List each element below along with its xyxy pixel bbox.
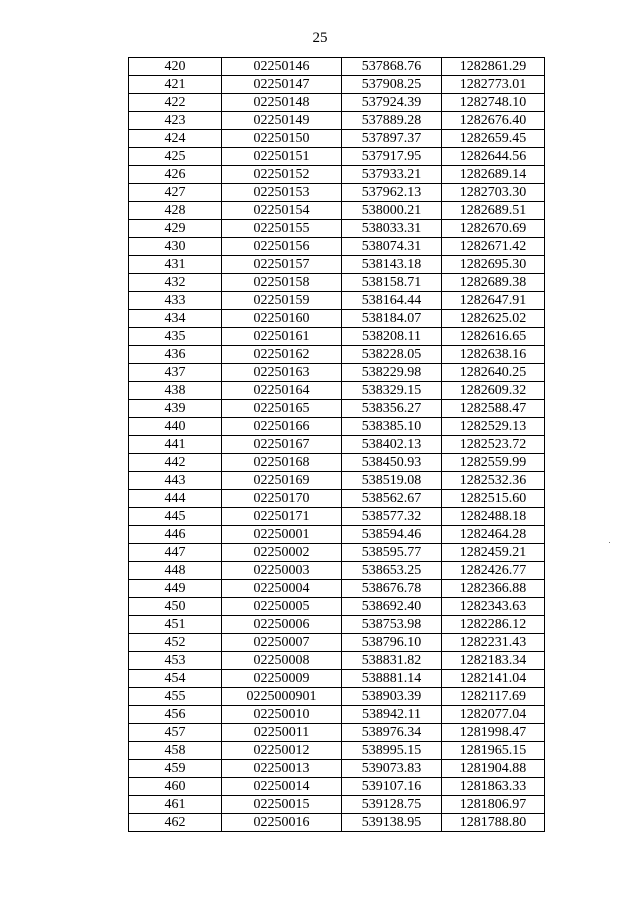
- y-coordinate-cell: 1282625.02: [442, 310, 545, 328]
- x-coordinate-cell: 538450.93: [342, 454, 442, 472]
- table-row: [129, 238, 545, 256]
- table-row: [129, 760, 545, 778]
- x-coordinate-cell: 538942.11: [342, 706, 442, 724]
- x-coordinate-cell: 538881.14: [342, 670, 442, 688]
- table-row: [129, 220, 545, 238]
- point-code-cell: 02250167: [222, 436, 342, 454]
- point-code-cell: 02250160: [222, 310, 342, 328]
- x-coordinate-cell: 538164.44: [342, 292, 442, 310]
- y-coordinate-cell: 1282529.13: [442, 418, 545, 436]
- y-coordinate-cell: 1282117.69: [442, 688, 545, 706]
- table-row: [129, 166, 545, 184]
- point-code-cell: 02250171: [222, 508, 342, 526]
- x-coordinate-cell: 539128.75: [342, 796, 442, 814]
- y-coordinate-cell: 1282559.99: [442, 454, 545, 472]
- x-coordinate-cell: 538143.18: [342, 256, 442, 274]
- x-coordinate-cell: 538000.21: [342, 202, 442, 220]
- x-coordinate-cell: 538595.77: [342, 544, 442, 562]
- point-number-cell: 460: [129, 778, 222, 796]
- x-coordinate-cell: 538831.82: [342, 652, 442, 670]
- x-coordinate-cell: 538329.15: [342, 382, 442, 400]
- point-code-cell: 02250015: [222, 796, 342, 814]
- point-number-cell: 422: [129, 94, 222, 112]
- y-coordinate-cell: 1282640.25: [442, 364, 545, 382]
- point-number-cell: 442: [129, 454, 222, 472]
- point-number-cell: 433: [129, 292, 222, 310]
- point-number-cell: 429: [129, 220, 222, 238]
- table-row: [129, 670, 545, 688]
- point-number-cell: 450: [129, 598, 222, 616]
- table-row: [129, 526, 545, 544]
- y-coordinate-cell: 1282464.28: [442, 526, 545, 544]
- x-coordinate-cell: 538692.40: [342, 598, 442, 616]
- y-coordinate-cell: 1282647.91: [442, 292, 545, 310]
- point-code-cell: 02250151: [222, 148, 342, 166]
- point-number-cell: 452: [129, 634, 222, 652]
- y-coordinate-cell: 1282588.47: [442, 400, 545, 418]
- point-number-cell: 428: [129, 202, 222, 220]
- x-coordinate-cell: 539073.83: [342, 760, 442, 778]
- table-row: [129, 814, 545, 832]
- table-row: [129, 274, 545, 292]
- point-number-cell: 437: [129, 364, 222, 382]
- point-number-cell: 444: [129, 490, 222, 508]
- x-coordinate-cell: 537962.13: [342, 184, 442, 202]
- x-coordinate-cell: 538385.10: [342, 418, 442, 436]
- table-row: [129, 346, 545, 364]
- y-coordinate-cell: 1282695.30: [442, 256, 545, 274]
- point-code-cell: 02250170: [222, 490, 342, 508]
- point-number-cell: 421: [129, 76, 222, 94]
- table-row: [129, 508, 545, 526]
- x-coordinate-cell: 538976.34: [342, 724, 442, 742]
- x-coordinate-cell: 538577.32: [342, 508, 442, 526]
- point-number-cell: 449: [129, 580, 222, 598]
- x-coordinate-cell: 538796.10: [342, 634, 442, 652]
- point-code-cell: 02250155: [222, 220, 342, 238]
- x-coordinate-cell: 538402.13: [342, 436, 442, 454]
- x-coordinate-cell: 537917.95: [342, 148, 442, 166]
- point-code-cell: 02250156: [222, 238, 342, 256]
- point-code-cell: 02250163: [222, 364, 342, 382]
- point-code-cell: 02250003: [222, 562, 342, 580]
- table-row: [129, 328, 545, 346]
- y-coordinate-cell: 1282515.60: [442, 490, 545, 508]
- x-coordinate-cell: 537924.39: [342, 94, 442, 112]
- table-row: [129, 580, 545, 598]
- point-code-cell: 02250148: [222, 94, 342, 112]
- point-code-cell: 02250014: [222, 778, 342, 796]
- x-coordinate-cell: 537889.28: [342, 112, 442, 130]
- point-code-cell: 02250168: [222, 454, 342, 472]
- table-row: [129, 742, 545, 760]
- point-number-cell: 443: [129, 472, 222, 490]
- point-number-cell: 446: [129, 526, 222, 544]
- y-coordinate-cell: 1282689.14: [442, 166, 545, 184]
- x-coordinate-cell: 539138.95: [342, 814, 442, 832]
- point-code-cell: 02250002: [222, 544, 342, 562]
- y-coordinate-cell: 1282689.38: [442, 274, 545, 292]
- x-coordinate-cell: 538519.08: [342, 472, 442, 490]
- y-coordinate-cell: 1282488.18: [442, 508, 545, 526]
- y-coordinate-cell: 1282659.45: [442, 130, 545, 148]
- table-row: [129, 76, 545, 94]
- x-coordinate-cell: 537933.21: [342, 166, 442, 184]
- x-coordinate-cell: 538184.07: [342, 310, 442, 328]
- point-number-cell: 432: [129, 274, 222, 292]
- y-coordinate-cell: 1282183.34: [442, 652, 545, 670]
- x-coordinate-cell: 538676.78: [342, 580, 442, 598]
- table-row: [129, 454, 545, 472]
- point-code-cell: 02250150: [222, 130, 342, 148]
- point-code-cell: 02250161: [222, 328, 342, 346]
- point-number-cell: 456: [129, 706, 222, 724]
- table-row: [129, 400, 545, 418]
- table-row: [129, 436, 545, 454]
- y-coordinate-cell: 1282532.36: [442, 472, 545, 490]
- table-row: [129, 544, 545, 562]
- y-coordinate-cell: 1282077.04: [442, 706, 545, 724]
- point-number-cell: 462: [129, 814, 222, 832]
- point-number-cell: 434: [129, 310, 222, 328]
- table-row: [129, 472, 545, 490]
- y-coordinate-cell: 1282644.56: [442, 148, 545, 166]
- table-row: [129, 148, 545, 166]
- point-number-cell: 420: [129, 58, 222, 76]
- x-coordinate-cell: 538995.15: [342, 742, 442, 760]
- table-row: [129, 202, 545, 220]
- table-row: [129, 130, 545, 148]
- point-number-cell: 425: [129, 148, 222, 166]
- x-coordinate-cell: 538208.11: [342, 328, 442, 346]
- table-row: [129, 616, 545, 634]
- point-number-cell: 451: [129, 616, 222, 634]
- point-number-cell: 438: [129, 382, 222, 400]
- table-row: [129, 94, 545, 112]
- point-number-cell: 423: [129, 112, 222, 130]
- point-code-cell: 02250146: [222, 58, 342, 76]
- y-coordinate-cell: 1281904.88: [442, 760, 545, 778]
- table-row: [129, 184, 545, 202]
- y-coordinate-cell: 1281806.97: [442, 796, 545, 814]
- y-coordinate-cell: 1282459.21: [442, 544, 545, 562]
- point-number-cell: 455: [129, 688, 222, 706]
- point-code-cell: 02250010: [222, 706, 342, 724]
- point-code-cell: 02250159: [222, 292, 342, 310]
- x-coordinate-cell: 537897.37: [342, 130, 442, 148]
- y-coordinate-cell: 1282638.16: [442, 346, 545, 364]
- point-number-cell: 448: [129, 562, 222, 580]
- x-coordinate-cell: 538356.27: [342, 400, 442, 418]
- x-coordinate-cell: 538158.71: [342, 274, 442, 292]
- point-number-cell: 424: [129, 130, 222, 148]
- table-row: [129, 706, 545, 724]
- point-code-cell: 02250007: [222, 634, 342, 652]
- point-code-cell: 02250013: [222, 760, 342, 778]
- y-coordinate-cell: 1282286.12: [442, 616, 545, 634]
- point-number-cell: 445: [129, 508, 222, 526]
- point-code-cell: 02250012: [222, 742, 342, 760]
- x-coordinate-cell: 538228.05: [342, 346, 442, 364]
- table-row: [129, 382, 545, 400]
- y-coordinate-cell: 1282773.01: [442, 76, 545, 94]
- point-code-cell: 0225000901: [222, 688, 342, 706]
- x-coordinate-cell: 537868.76: [342, 58, 442, 76]
- coordinates-table: [128, 57, 545, 832]
- y-coordinate-cell: 1282671.42: [442, 238, 545, 256]
- point-code-cell: 02250169: [222, 472, 342, 490]
- point-code-cell: 02250004: [222, 580, 342, 598]
- y-coordinate-cell: 1282609.32: [442, 382, 545, 400]
- table-row: [129, 634, 545, 652]
- point-number-cell: 454: [129, 670, 222, 688]
- point-number-cell: 431: [129, 256, 222, 274]
- point-code-cell: 02250158: [222, 274, 342, 292]
- y-coordinate-cell: 1282231.43: [442, 634, 545, 652]
- y-coordinate-cell: 1282523.72: [442, 436, 545, 454]
- point-code-cell: 02250149: [222, 112, 342, 130]
- y-coordinate-cell: 1282141.04: [442, 670, 545, 688]
- y-coordinate-cell: 1282616.65: [442, 328, 545, 346]
- y-coordinate-cell: 1282676.40: [442, 112, 545, 130]
- y-coordinate-cell: 1282366.88: [442, 580, 545, 598]
- point-code-cell: 02250147: [222, 76, 342, 94]
- y-coordinate-cell: 1282670.69: [442, 220, 545, 238]
- point-code-cell: 02250153: [222, 184, 342, 202]
- point-code-cell: 02250009: [222, 670, 342, 688]
- table-row: [129, 778, 545, 796]
- point-number-cell: 440: [129, 418, 222, 436]
- table-row: [129, 652, 545, 670]
- point-number-cell: 458: [129, 742, 222, 760]
- y-coordinate-cell: 1281998.47: [442, 724, 545, 742]
- point-code-cell: 02250008: [222, 652, 342, 670]
- y-coordinate-cell: 1282748.10: [442, 94, 545, 112]
- point-number-cell: 435: [129, 328, 222, 346]
- y-coordinate-cell: 1282689.51: [442, 202, 545, 220]
- x-coordinate-cell: 538229.98: [342, 364, 442, 382]
- point-number-cell: 427: [129, 184, 222, 202]
- x-coordinate-cell: 538074.31: [342, 238, 442, 256]
- point-code-cell: 02250157: [222, 256, 342, 274]
- table-row: [129, 292, 545, 310]
- table-row: [129, 490, 545, 508]
- point-number-cell: 441: [129, 436, 222, 454]
- point-code-cell: 02250166: [222, 418, 342, 436]
- table-row: [129, 112, 545, 130]
- point-code-cell: 02250165: [222, 400, 342, 418]
- table-row: [129, 724, 545, 742]
- point-number-cell: 430: [129, 238, 222, 256]
- x-coordinate-cell: 539107.16: [342, 778, 442, 796]
- point-number-cell: 459: [129, 760, 222, 778]
- x-coordinate-cell: 538653.25: [342, 562, 442, 580]
- y-coordinate-cell: 1281788.80: [442, 814, 545, 832]
- point-code-cell: 02250011: [222, 724, 342, 742]
- point-number-cell: 439: [129, 400, 222, 418]
- table-row: [129, 310, 545, 328]
- y-coordinate-cell: 1281863.33: [442, 778, 545, 796]
- table-row: [129, 58, 545, 76]
- point-code-cell: 02250005: [222, 598, 342, 616]
- point-code-cell: 02250016: [222, 814, 342, 832]
- table-row: [129, 256, 545, 274]
- y-coordinate-cell: 1281965.15: [442, 742, 545, 760]
- table-row: [129, 364, 545, 382]
- point-number-cell: 447: [129, 544, 222, 562]
- point-number-cell: 457: [129, 724, 222, 742]
- x-coordinate-cell: 537908.25: [342, 76, 442, 94]
- point-code-cell: 02250152: [222, 166, 342, 184]
- point-number-cell: 426: [129, 166, 222, 184]
- table-row: [129, 688, 545, 706]
- table-body: [129, 58, 545, 832]
- table-row: [129, 418, 545, 436]
- point-code-cell: 02250162: [222, 346, 342, 364]
- point-number-cell: 436: [129, 346, 222, 364]
- table-row: [129, 796, 545, 814]
- x-coordinate-cell: 538903.39: [342, 688, 442, 706]
- y-coordinate-cell: 1282703.30: [442, 184, 545, 202]
- x-coordinate-cell: 538753.98: [342, 616, 442, 634]
- x-coordinate-cell: 538033.31: [342, 220, 442, 238]
- point-code-cell: 02250164: [222, 382, 342, 400]
- y-coordinate-cell: 1282861.29: [442, 58, 545, 76]
- point-code-cell: 02250001: [222, 526, 342, 544]
- page-number: 25: [312, 30, 328, 46]
- point-number-cell: 461: [129, 796, 222, 814]
- table-row: [129, 598, 545, 616]
- table-row: [129, 562, 545, 580]
- point-code-cell: 02250154: [222, 202, 342, 220]
- y-coordinate-cell: 1282343.63: [442, 598, 545, 616]
- point-code-cell: 02250006: [222, 616, 342, 634]
- scan-speck: [609, 542, 610, 543]
- y-coordinate-cell: 1282426.77: [442, 562, 545, 580]
- x-coordinate-cell: 538594.46: [342, 526, 442, 544]
- point-number-cell: 453: [129, 652, 222, 670]
- x-coordinate-cell: 538562.67: [342, 490, 442, 508]
